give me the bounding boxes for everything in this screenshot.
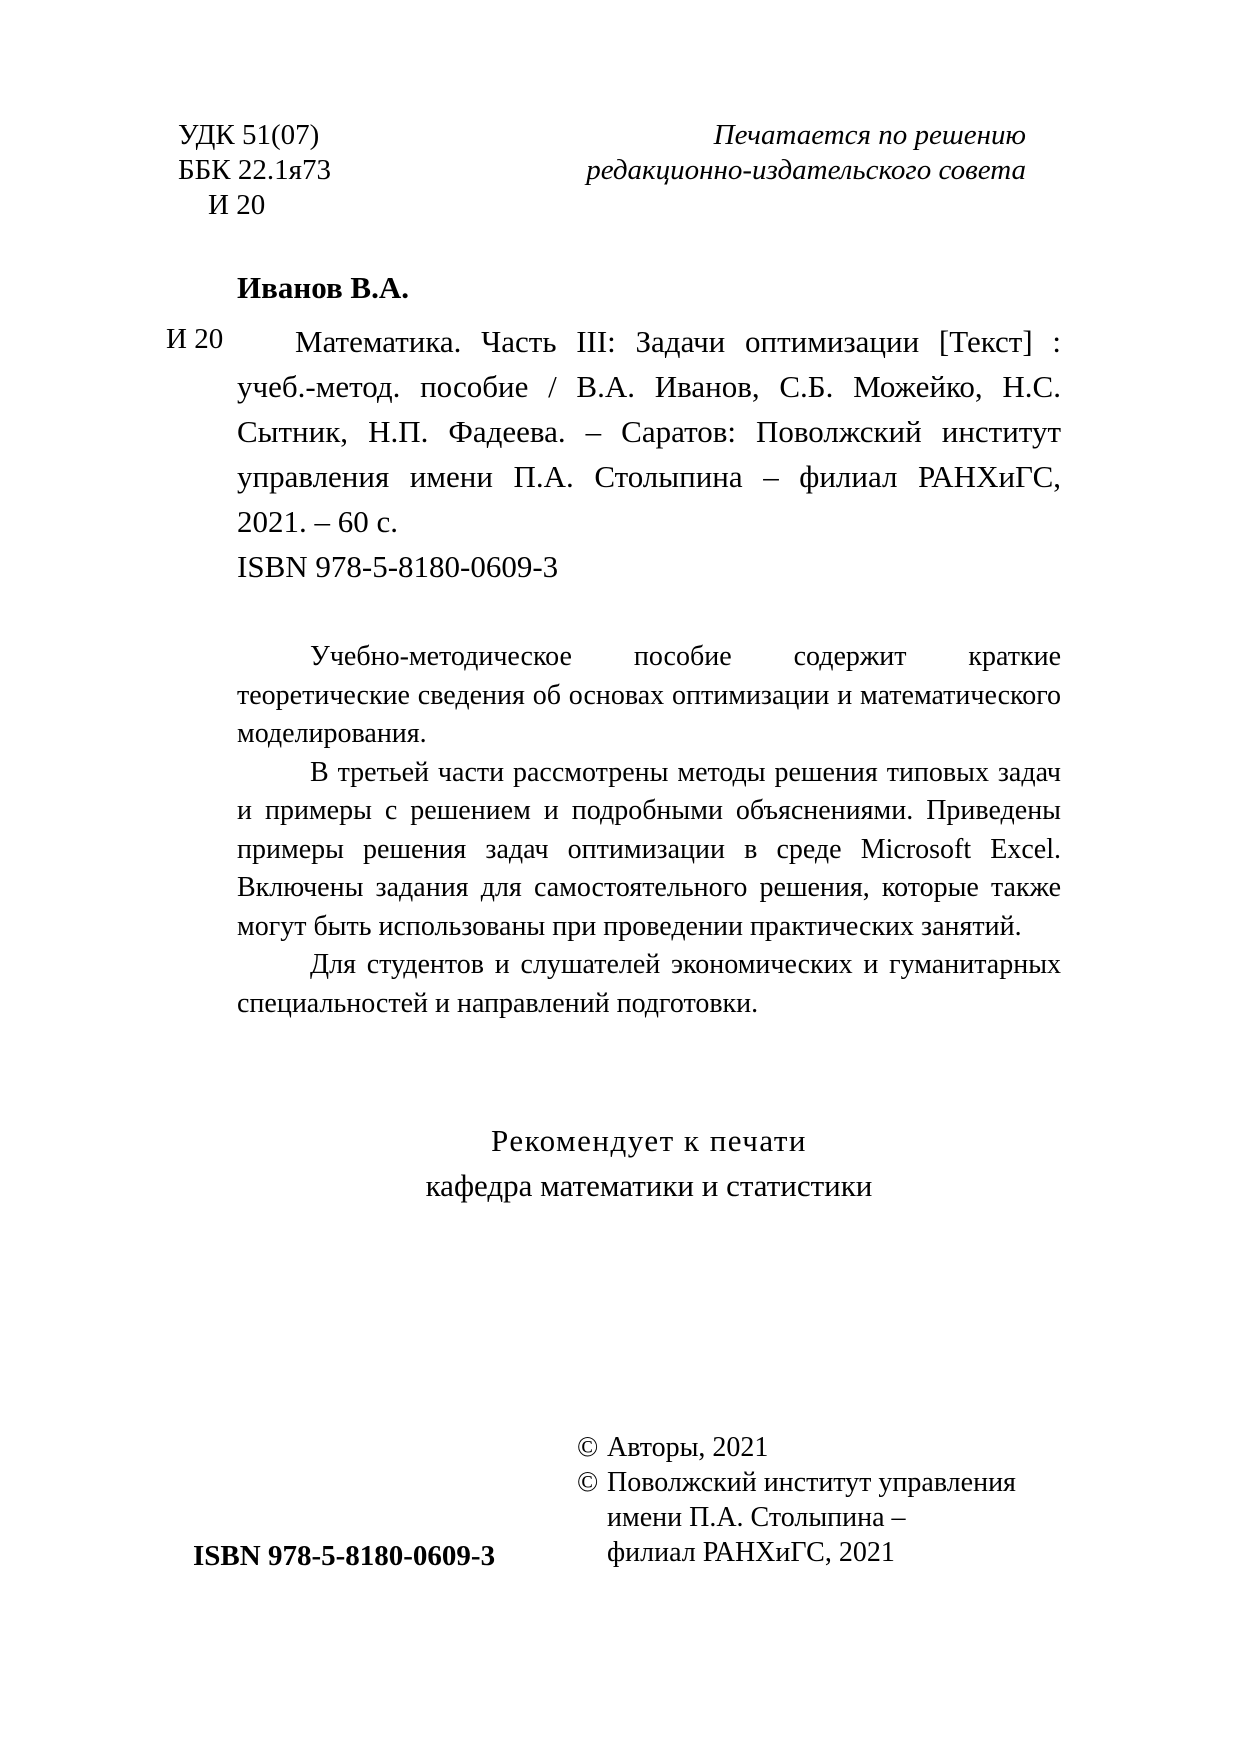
copyright-icon: © (577, 1432, 599, 1463)
copyright-institute-line-2: имени П.А. Столыпина – (607, 1502, 906, 1533)
author-name: Иванов В.А. (237, 270, 409, 305)
annotation (237, 638, 1061, 1023)
bibliographic-description (237, 319, 1061, 589)
recommendation (237, 1118, 1061, 1208)
bibliographic-text: Математика. Часть III: Задачи оптимизации [Текст] : учеб.-метод. пособие / В.А. Иванов, С.Б. Можейко, Н.С. Сытник, Н.П. Фадеева. – Саратов: Поволжский институт управления имени П.А. Столыпина – филиал РАНХиГС, 2021. – 60 с. (237, 324, 1061, 539)
copyright-icon: © (577, 1467, 599, 1498)
classification-block (178, 118, 331, 223)
publishing-note (560, 118, 1026, 188)
recommendation-line-2: кафедра математики и статистики (425, 1168, 873, 1203)
copyright-authors-text: Авторы, 2021 (607, 1432, 769, 1463)
annotation-paragraph: Учебно-методическое пособие содержит краткие теоретические сведения об основах оптимизации и математического моделирования. (237, 641, 1061, 749)
copyright-block (577, 1430, 1016, 1570)
bbk-code: ББК 22.1я73 (178, 154, 331, 186)
bibliographic-isbn: ISBN 978-5-8180-0609-3 (237, 549, 559, 584)
author-sign: И 20 (208, 189, 266, 221)
annotation-paragraph: В третьей части рассмотрены методы решения типовых задач и примеры с решением и подробными объяснениями. Приведены примеры решения задач оптимизации в среде Microsoft Excel. Включены задания для самостоятельного решения, которые также могут быть использованы при проведении практических занятий. (237, 756, 1061, 942)
copyright-institute-line-1: Поволжский институт управления (607, 1467, 1016, 1498)
publishing-note-line-2: редакционно-издательского совета (586, 154, 1026, 186)
annotation-paragraph: Для студентов и слушателей экономических и гуманитарных специальностей и направлений подготовки. (237, 949, 1061, 1019)
catalog-code: И 20 (166, 323, 224, 355)
copyright-institute (577, 1465, 1016, 1500)
udk-code: УДК 51(07) (178, 119, 320, 151)
copyright-institute-line-3: филиал РАНХиГС, 2021 (607, 1537, 895, 1568)
publishing-note-line-1: Печатается по решению (713, 119, 1026, 151)
recommendation-line-1: Рекомендует к печати (491, 1123, 807, 1158)
copyright-authors (577, 1430, 1016, 1465)
isbn-footer: ISBN 978-5-8180-0609-3 (193, 1540, 496, 1572)
